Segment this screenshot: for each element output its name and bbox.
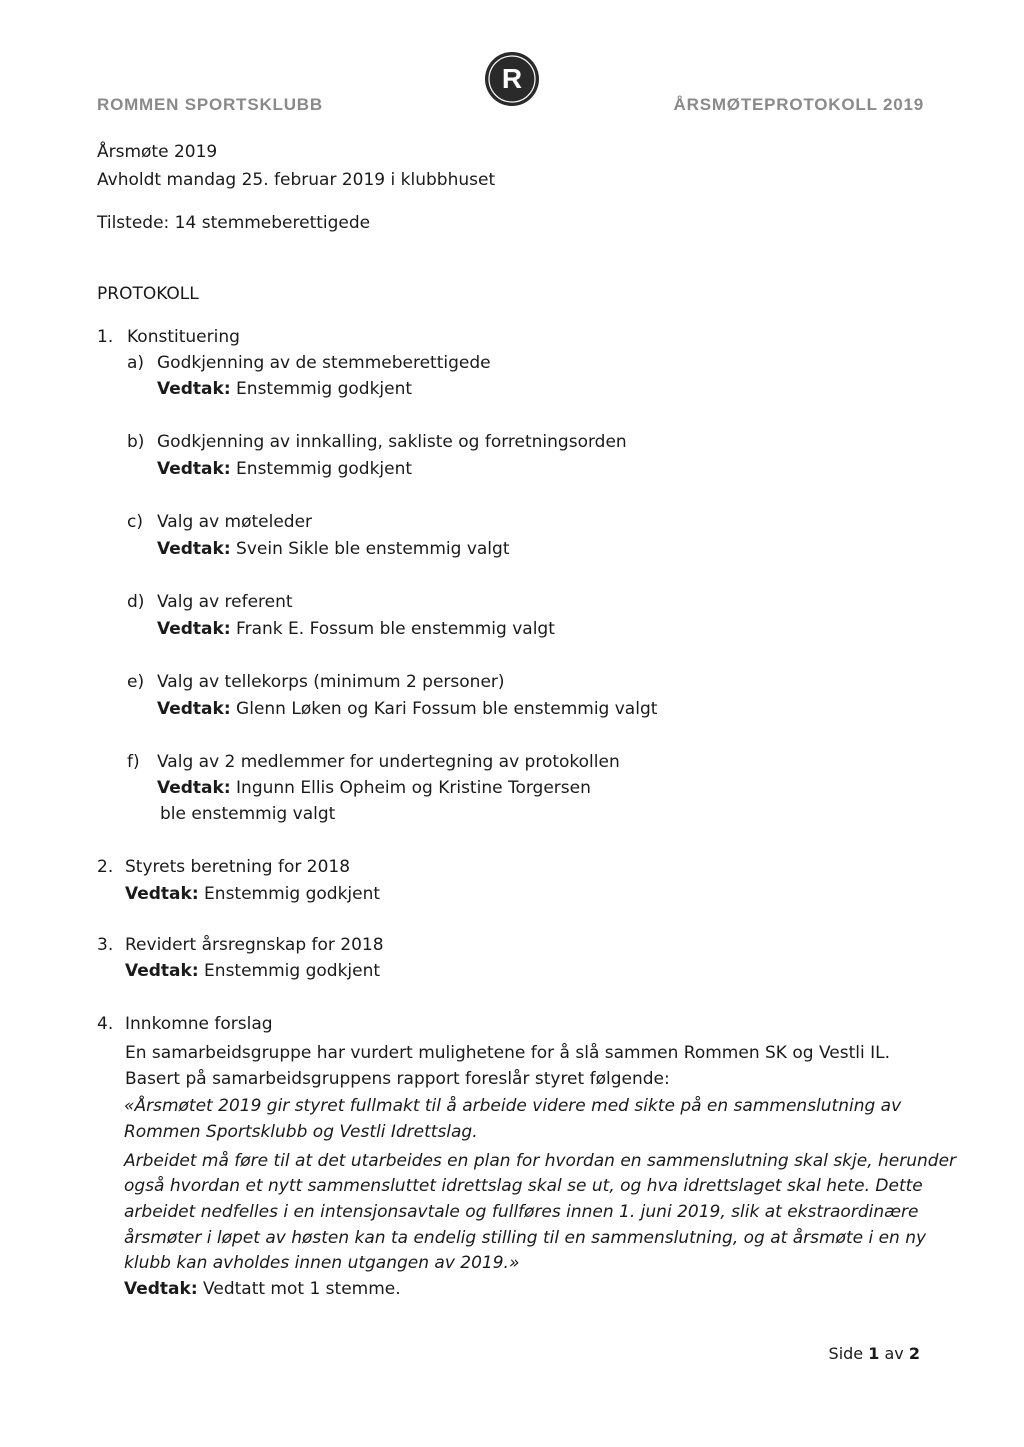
vedtak-label: Vedtak: <box>157 459 231 479</box>
proposal-quote-line: klubb kan avholdes innen utgangen av 2019.» <box>124 1253 520 1273</box>
meeting-held-line: Avholdt mandag 25. februar 2019 i klubbhuset <box>97 170 496 190</box>
item-1d-letter: d) <box>127 592 145 612</box>
page-prefix: Side <box>828 1344 864 1363</box>
vedtak-label: Vedtak: <box>157 619 231 639</box>
item-4-decision <box>124 1278 401 1300</box>
club-name-header: ROMMEN SPORTSKLUBB <box>97 95 323 114</box>
item-1d-text: Valg av referent <box>157 592 293 612</box>
vedtak-label: Vedtak: <box>157 379 231 399</box>
proposal-quote-line: «Årsmøtet 2019 gir styret fullmakt til å arbeide videre med sikte på en sammenslutning av <box>124 1096 902 1116</box>
item-2-decision <box>125 883 380 905</box>
item-1e-letter: e) <box>127 672 145 692</box>
logo-letter: R <box>501 63 523 94</box>
proposal-quote-line: arbeidet nedfelles i en intensjonsavtale og fullføres innen 1. juni 2019, slik at ekstraordinære <box>124 1202 919 1222</box>
page-separator: av <box>884 1344 904 1363</box>
item-1a-text: Godkjenning av de stemmeberettigede <box>157 353 491 373</box>
meeting-title: Årsmøte 2019 <box>97 142 218 162</box>
decision-text: Enstemmig godkjent <box>204 961 381 981</box>
proposal-quote-line: Rommen Sportsklubb og Vestli Idrettslag. <box>124 1122 478 1142</box>
current-page: 1 <box>868 1344 880 1363</box>
item-4-line-2: Basert på samarbeidsgruppens rapport foreslår styret følgende: <box>125 1069 670 1089</box>
decision-text: Glenn Løken og Kari Fossum ble enstemmig valgt <box>236 699 658 719</box>
decision-text: Ingunn Ellis Opheim og Kristine Torgersen <box>236 778 591 798</box>
vedtak-label: Vedtak: <box>125 884 199 904</box>
vedtak-label: Vedtak: <box>125 961 199 981</box>
page-number <box>829 1344 920 1363</box>
vedtak-label: Vedtak: <box>157 539 231 559</box>
proposal-quote-line: Arbeidet må føre til at det utarbeides en plan for hvordan en sammenslutning skal skje, herunder <box>124 1151 957 1171</box>
item-1f-decision-continued: ble enstemmig valgt <box>160 804 336 824</box>
item-1a-decision <box>157 378 412 400</box>
decision-text: Enstemmig godkjent <box>236 379 413 399</box>
item-3-number: 3. <box>97 935 114 955</box>
item-3-title: Revidert årsregnskap for 2018 <box>125 935 384 955</box>
decision-text: Frank E. Fossum ble enstemmig valgt <box>236 619 555 639</box>
item-1f-text: Valg av 2 medlemmer for undertegning av protokollen <box>157 752 620 772</box>
protocol-heading: PROTOKOLL <box>97 284 199 304</box>
item-3-decision <box>125 960 380 982</box>
vedtak-label: Vedtak: <box>157 699 231 719</box>
item-4-title: Innkomne forslag <box>125 1014 273 1034</box>
decision-text: Vedtatt mot 1 stemme. <box>203 1279 401 1299</box>
item-4-line-1: En samarbeidsgruppe har vurdert mulighetene for å slå sammen Rommen SK og Vestli IL. <box>125 1043 890 1063</box>
item-1c-letter: c) <box>127 512 143 532</box>
item-1e-decision <box>157 698 657 720</box>
item-4-number: 4. <box>97 1014 114 1034</box>
decision-text: Enstemmig godkjent <box>204 884 381 904</box>
document-title-header: ÅRSMØTEPROTOKOLL 2019 <box>673 95 924 114</box>
item-1b-decision <box>157 458 412 480</box>
club-logo <box>482 50 542 108</box>
attendance-line: Tilstede: 14 stemmeberettigede <box>97 213 371 233</box>
item-1-title: Konstituering <box>127 327 240 347</box>
vedtak-label: Vedtak: <box>157 778 231 798</box>
item-1e-text: Valg av tellekorps (minimum 2 personer) <box>157 672 505 692</box>
item-1b-letter: b) <box>127 432 145 452</box>
item-1d-decision <box>157 618 555 640</box>
total-pages: 2 <box>908 1344 920 1363</box>
item-1b-text: Godkjenning av innkalling, sakliste og forretningsorden <box>157 432 627 452</box>
item-1c-text: Valg av møteleder <box>157 512 313 532</box>
item-1f-decision <box>157 777 591 799</box>
proposal-quote-line: også hvordan et nytt sammensluttet idrettslag skal se ut, og hva idrettslaget skal hete. Dette <box>124 1176 923 1196</box>
decision-text: Enstemmig godkjent <box>236 459 413 479</box>
proposal-quote-line: årsmøter i løpet av høsten kan ta endelig stilling til en sammenslutning, og at årsmøte i en ny <box>124 1228 927 1248</box>
item-1-number: 1. <box>97 327 114 347</box>
item-2-title: Styrets beretning for 2018 <box>125 857 351 877</box>
item-1a-letter: a) <box>127 353 145 373</box>
item-1f-letter: f) <box>127 752 140 772</box>
vedtak-label: Vedtak: <box>124 1279 198 1299</box>
item-2-number: 2. <box>97 857 114 877</box>
item-1c-decision <box>157 538 510 560</box>
decision-text: Svein Sikle ble enstemmig valgt <box>236 539 510 559</box>
